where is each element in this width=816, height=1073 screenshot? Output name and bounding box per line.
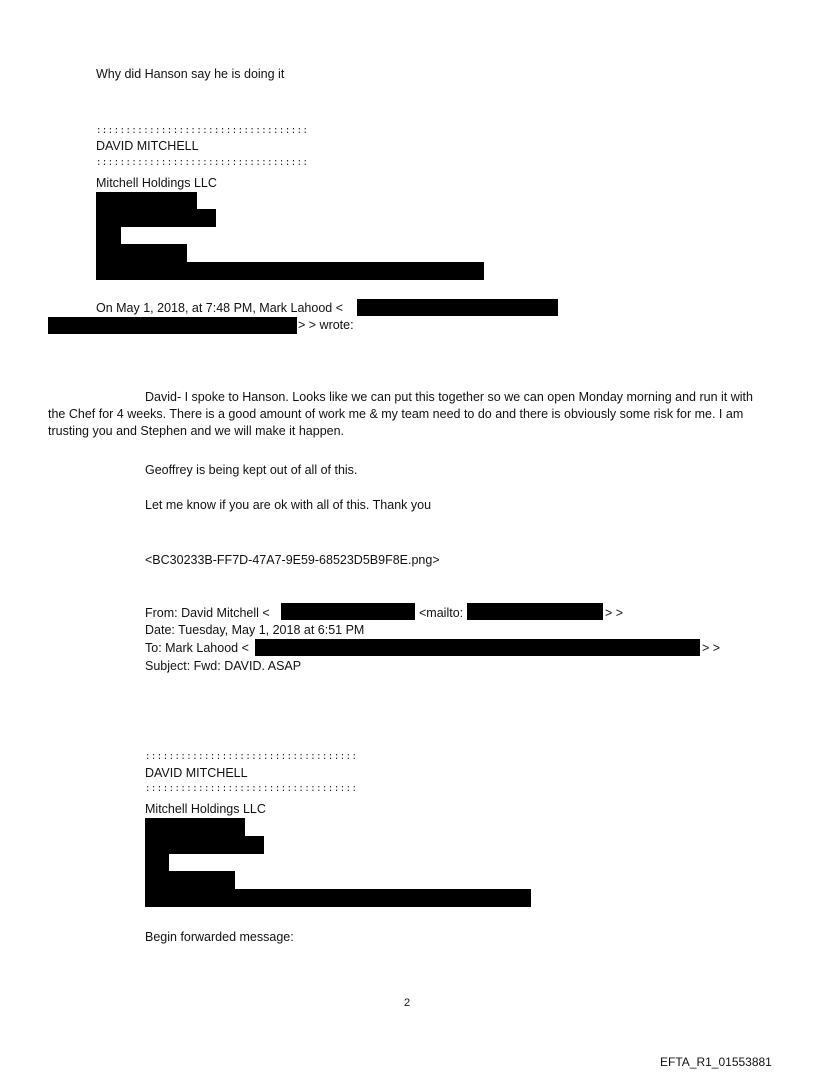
- redaction-bar: [96, 244, 187, 262]
- signature-divider-bottom: ::::::::::::::::::::::::::::::::::::: [145, 784, 358, 794]
- date-line: Date: Tuesday, May 1, 2018 at 6:51 PM: [145, 623, 365, 637]
- body-paragraph: Geoffrey is being kept out of all of this.: [145, 463, 358, 477]
- signature-name: DAVID MITCHELL: [96, 139, 199, 153]
- reply-header-suffix: > > wrote:: [298, 318, 354, 332]
- redaction-bar: [281, 603, 415, 620]
- to-suffix: > >: [702, 641, 721, 655]
- closing-line: Begin forwarded message:: [145, 930, 294, 944]
- body-paragraph: Let me know if you are ok with all of this. Thank you: [145, 498, 432, 512]
- redaction-bar: [48, 317, 297, 334]
- redaction-bar: [96, 227, 121, 244]
- redaction-bar: [145, 871, 235, 889]
- redaction-bar: [96, 192, 197, 209]
- subject-line: Subject: Fwd: DAVID. ASAP: [145, 659, 302, 673]
- signature-divider-top: ::::::::::::::::::::::::::::::::::::: [96, 126, 309, 136]
- redaction-bar: [96, 262, 484, 280]
- signature-company: Mitchell Holdings LLC: [96, 176, 217, 190]
- document-id: EFTA_R1_01553881: [660, 1055, 772, 1069]
- attachment-name: <BC30233B-FF7D-47A7-9E59-68523D5B9F8E.png>: [145, 553, 440, 567]
- redaction-bar: [96, 209, 216, 227]
- signature-company: Mitchell Holdings LLC: [145, 802, 266, 816]
- opening-line: Why did Hanson say he is doing it: [96, 67, 285, 81]
- body-paragraph: David- I spoke to Hanson. Looks like we can put this together so we can open Monday morning and run it with the Chef for 4 weeks. There is a good amount of work me & my team need to do and there is obviously some risk for me. I am trusting you and Stephen and we will make it happen.: [48, 390, 753, 438]
- signature-name: DAVID MITCHELL: [145, 766, 248, 780]
- from-prefix: From: David Mitchell <: [145, 606, 270, 620]
- signature-divider-top: ::::::::::::::::::::::::::::::::::::: [145, 752, 358, 762]
- from-mailto: <mailto:: [419, 606, 464, 620]
- redaction-bar: [255, 639, 700, 656]
- redaction-bar: [467, 603, 603, 620]
- from-suffix: > >: [605, 606, 624, 620]
- redaction-bar: [145, 889, 531, 907]
- redaction-bar: [145, 854, 169, 871]
- redaction-bar: [145, 836, 264, 854]
- page-number: 2: [404, 997, 411, 1009]
- reply-header-prefix: On May 1, 2018, at 7:48 PM, Mark Lahood <: [96, 301, 344, 315]
- redaction-bar: [357, 299, 558, 316]
- redaction-bar: [145, 818, 245, 836]
- signature-divider-bottom: ::::::::::::::::::::::::::::::::::::: [96, 158, 309, 168]
- to-prefix: To: Mark Lahood <: [145, 641, 249, 655]
